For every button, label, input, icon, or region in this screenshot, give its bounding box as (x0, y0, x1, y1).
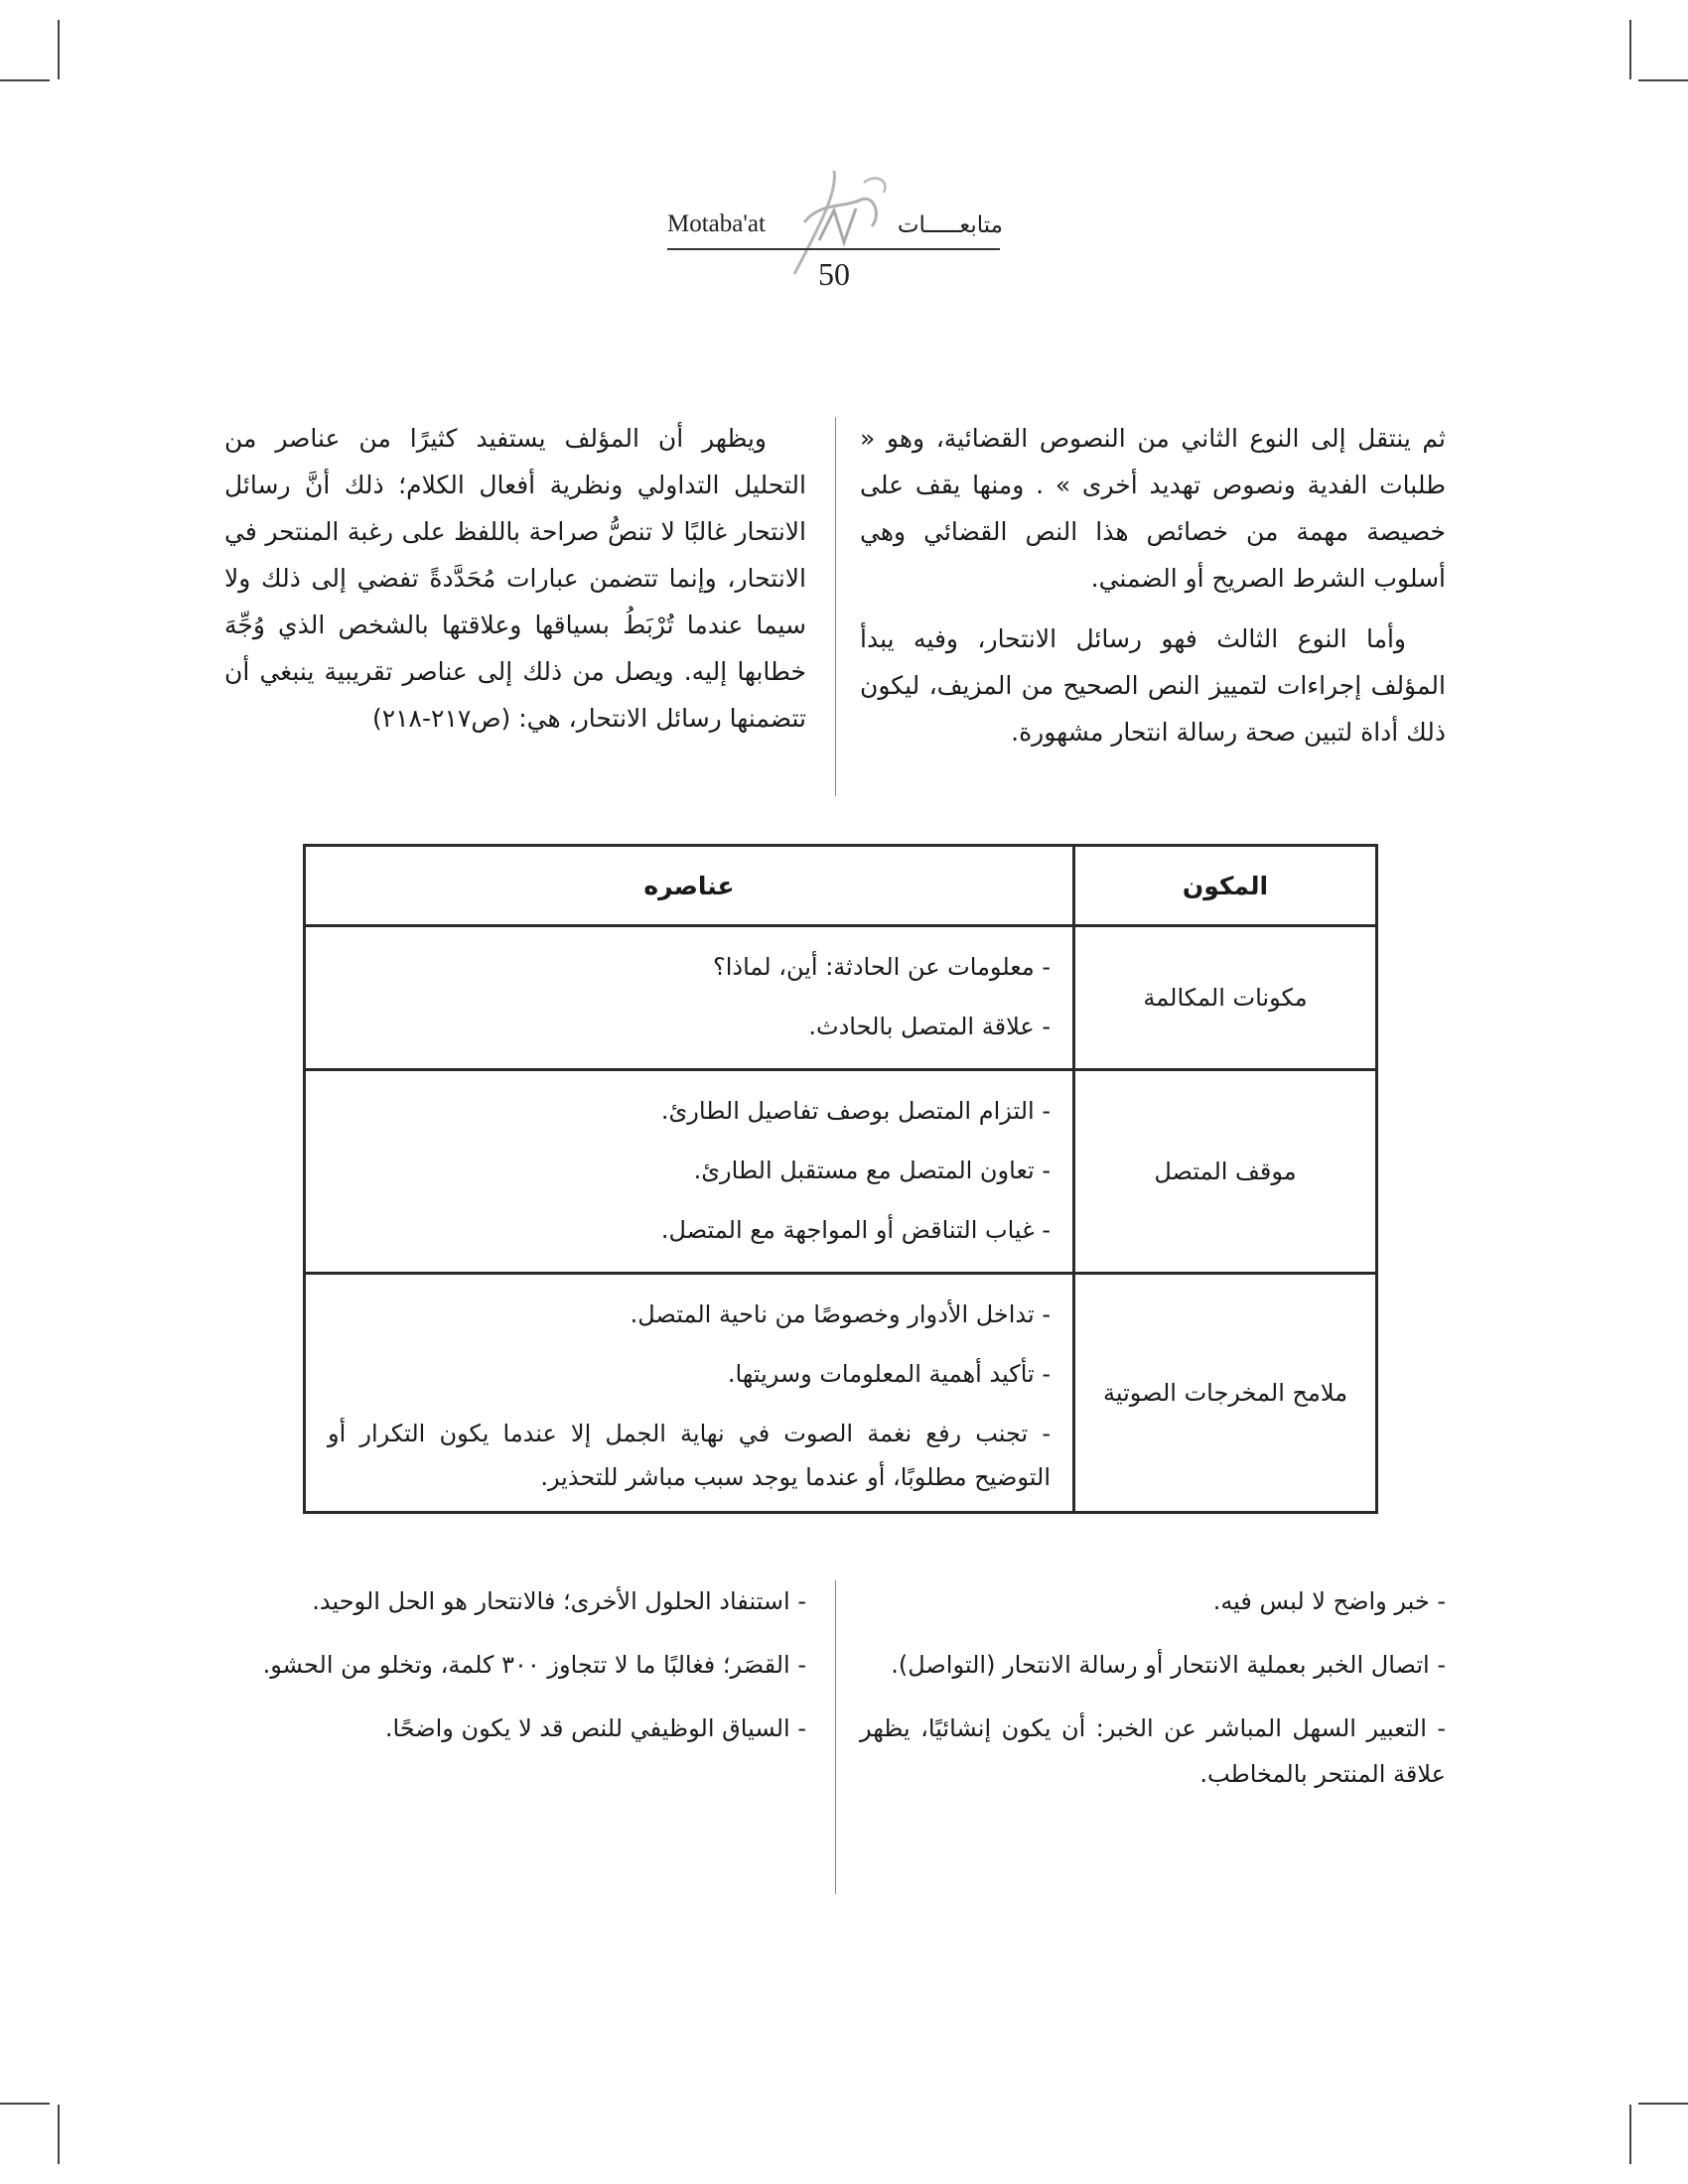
bottom-left-list (224, 1578, 806, 1769)
row-label: موقف المتصل (1074, 1070, 1377, 1274)
page-number: 50 (818, 256, 850, 292)
row-label: مكونات المكالمة (1074, 926, 1377, 1070)
header-elements: عناصره (305, 846, 1074, 926)
column-divider (835, 1580, 836, 1894)
element-item: - علاقة المتصل بالحادث. (808, 1013, 1051, 1040)
element-item: - غياب التناقض أو المواجهة مع المتصل. (660, 1216, 1051, 1244)
crop-mark (1629, 2105, 1631, 2164)
crop-mark (1638, 79, 1688, 81)
row-elements (305, 926, 1074, 1070)
table-row (305, 926, 1377, 1070)
list-item: - التعبير السهل المباشر عن الخبر: أن يكون إنشائيًا، يظهر علاقة المنتحر بالمخاطب. (860, 1714, 1446, 1788)
element-item: - تعاون المتصل مع مستقبل الطارئ. (693, 1157, 1051, 1184)
paragraph: ثم ينتقل إلى النوع الثاني من النصوص القضائية، وهو « طلبات الفدية ونصوص تهديد أخرى » . ومنها يقف على خصيصة مهمة من خصائص هذا النص القضائي وهي أسلوب الشرط الصريح أو الضمني. (860, 424, 1446, 593)
element-item: - التزام المتصل بوصف تفاصيل الطارئ. (660, 1097, 1051, 1125)
list-item: - خبر واضح لا لبس فيه. (1212, 1587, 1446, 1615)
element-item: - تجنب رفع نغمة الصوت في نهاية الجمل إلا عندما يكون التكرار أو التوضيح مطلوبًا، أو عندما يوجد سبب مباشر للتحذير. (328, 1420, 1051, 1491)
table-header-row (305, 846, 1377, 926)
right-column (860, 415, 1446, 755)
bottom-right-list (860, 1578, 1446, 1815)
header-rule (667, 248, 1000, 250)
crop-mark (58, 2105, 60, 2164)
paragraph: وأما النوع الثالث فهو رسائل الانتحار، وفيه يبدأ المؤلف إجراءات لتمييز النص الصحيح من المزيف، ليكون ذلك أداة لتبين صحة رسالة انتحار مشهورة. (860, 624, 1446, 747)
page-header (655, 169, 1013, 308)
table-row (305, 1070, 1377, 1274)
table-row (305, 1274, 1377, 1513)
list-item: - السياق الوظيفي للنص قد لا يكون واضحًا. (384, 1714, 806, 1742)
element-item: - معلومات عن الحادثة: أين، لماذا؟ (713, 953, 1051, 981)
crop-mark (1629, 20, 1631, 79)
list-item: - اتصال الخبر بعملية الانتحار أو رسالة الانتحار (التواصل). (891, 1651, 1446, 1679)
paragraph: ويظهر أن المؤلف يستفيد كثيرًا من عناصر من التحليل التداولي ونظرية أفعال الكلام؛ ذلك أنَّ رسائل الانتحار غالبًا لا تنصُّ صراحة باللفظ على رغبة المنتحر في الانتحار، وإنما تتضمن عبارات مُحَدَّدةً تفضي إلى ذلك ولا سيما عندما تُرْبَطُ بسياقها وعلاقتها بالشخص الذي وُجِّهَ خطابها إليه. ويصل من ذلك إلى عناصر تقريبية ينبغي أن تتضمنها رسائل الانتحار، هي: (ص٢١٧-٢١٨) (224, 424, 806, 733)
row-label: ملامح المخرجات الصوتية (1074, 1274, 1377, 1513)
list-item: - استنفاد الحلول الأخرى؛ فالانتحار هو الحل الوحيد. (312, 1587, 806, 1615)
left-column (224, 415, 806, 742)
element-item: - تأكيد أهمية المعلومات وسريتها. (727, 1360, 1051, 1388)
row-elements (305, 1070, 1074, 1274)
list-item: - القصَر؛ فغالبًا ما لا تتجاوز ٣٠٠ كلمة، وتخلو من الحشو. (262, 1651, 806, 1679)
column-divider (835, 417, 836, 796)
row-elements (305, 1274, 1074, 1513)
journal-arabic-title: متابعـــــات (897, 212, 1003, 238)
crop-mark (58, 20, 60, 79)
crop-mark (0, 79, 50, 81)
crop-mark (0, 2103, 50, 2105)
journal-latin-title: Motaba'at (667, 210, 766, 237)
element-item: - تداخل الأدوار وخصوصًا من ناحية المتصل. (630, 1300, 1051, 1328)
header-component: المكون (1074, 846, 1377, 926)
crop-mark (1638, 2103, 1688, 2105)
components-table (303, 844, 1378, 1514)
